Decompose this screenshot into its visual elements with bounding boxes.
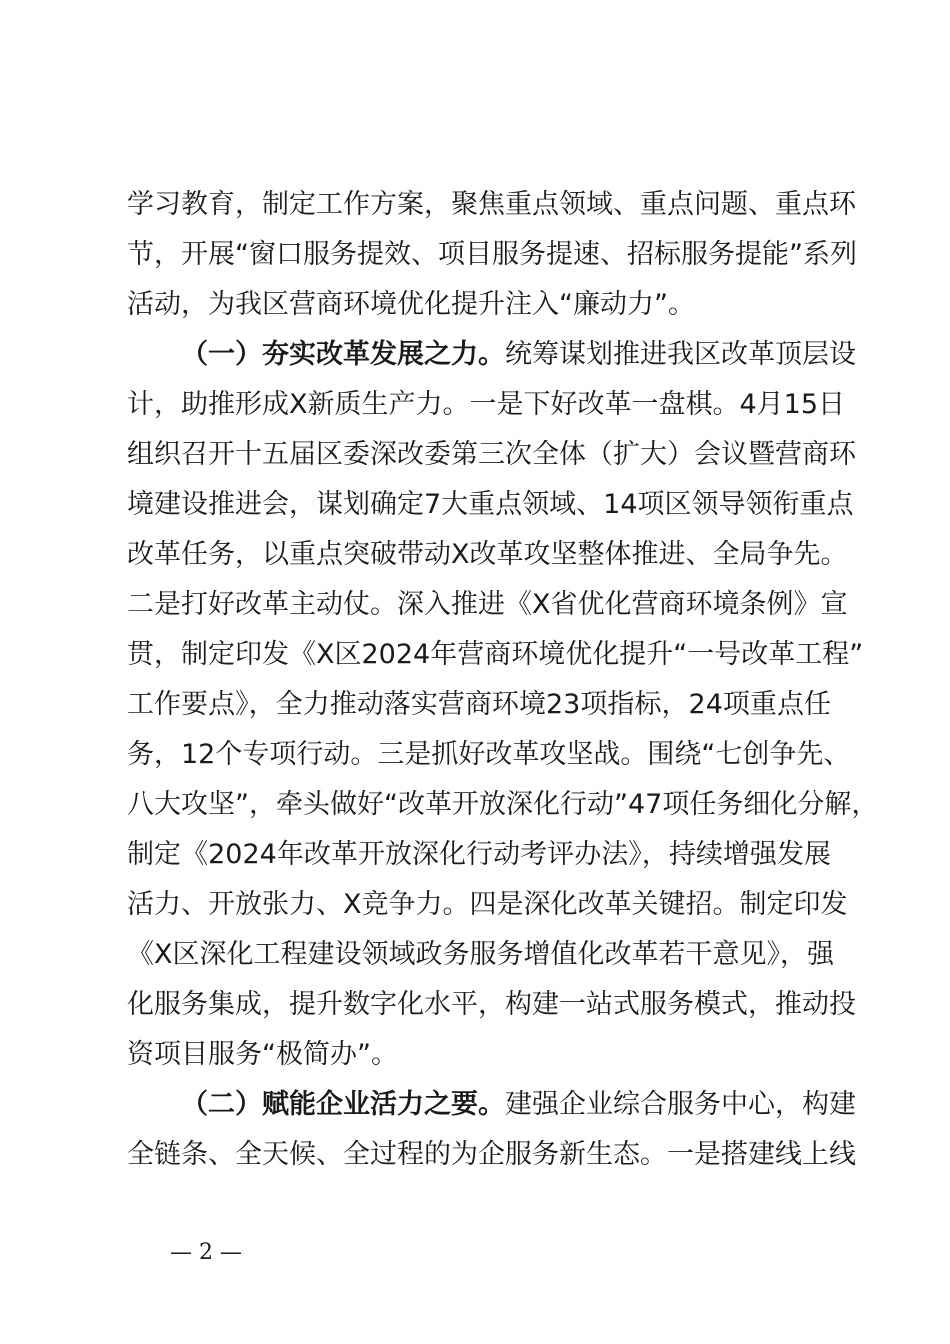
- body-text-line: 活动，为我区营商环境优化提升注入“廉动力”。: [127, 289, 695, 320]
- section-1-first-line: [181, 330, 856, 380]
- body-text-line: 《X区深化工程建设领域政务服务增值化改革若干意见》，强: [127, 939, 834, 970]
- body-text-line: 八大攻坚”，牵头做好“改革开放深化行动”47项任务细化分解，: [127, 789, 879, 820]
- section-2-first-line-text: 建强企业综合服务中心，构建: [505, 1089, 856, 1120]
- body-text-line: 学习教育，制定工作方案，聚焦重点领域、重点问题、重点环: [127, 189, 856, 220]
- body-text-line: 计，助推形成X新质生产力。一是下好改革一盘棋。4月15日: [127, 389, 846, 420]
- section-1-heading: （一）夯实改革发展之力。: [181, 339, 505, 370]
- body-text-line: 资项目服务“极简办”。: [127, 1039, 398, 1070]
- body-text-line: 全链条、全天候、全过程的为企服务新生态。一是搭建线上线: [127, 1139, 856, 1170]
- section-1-first-line-text: 统筹谋划推进我区改革顶层设: [505, 339, 856, 370]
- body-text-line: 务，12个专项行动。三是抓好改革攻坚战。围绕“七创争先、: [127, 739, 851, 770]
- body-text-line: 组织召开十五届区委深改委第三次全体（扩大）会议暨营商环: [127, 439, 856, 470]
- body-text-line: 化服务集成，提升数字化水平，构建一站式服务模式，推动投: [127, 989, 856, 1020]
- body-text-line: 制定《2024年改革开放深化行动考评办法》，持续增强发展: [127, 839, 831, 870]
- page-number: — 2 —: [170, 1240, 242, 1265]
- body-text-line: 改革任务，以重点突破带动X改革攻坚整体推进、全局争先。: [127, 539, 848, 570]
- body-text-line: 境建设推进会，谋划确定7大重点领域、14项区领导领衔重点: [127, 489, 854, 520]
- body-text-line: 工作要点》，全力推动落实营商环境23项指标，24项重点任: [127, 689, 831, 720]
- body-text-line: 二是打好改革主动仗。深入推进《X省优化营商环境条例》宣: [127, 589, 848, 620]
- body-text-line: 节，开展“窗口服务提效、项目服务提速、招标服务提能”系列: [127, 239, 857, 270]
- section-2-first-line: [181, 1080, 856, 1130]
- body-text-line: 活力、开放张力、X竞争力。四是深化改革关键招。制定印发: [127, 889, 848, 920]
- body-text-line: 贯，制定印发《X区2024年营商环境优化提升“一号改革工程”: [127, 639, 864, 670]
- section-2-heading: （二）赋能企业活力之要。: [181, 1089, 505, 1120]
